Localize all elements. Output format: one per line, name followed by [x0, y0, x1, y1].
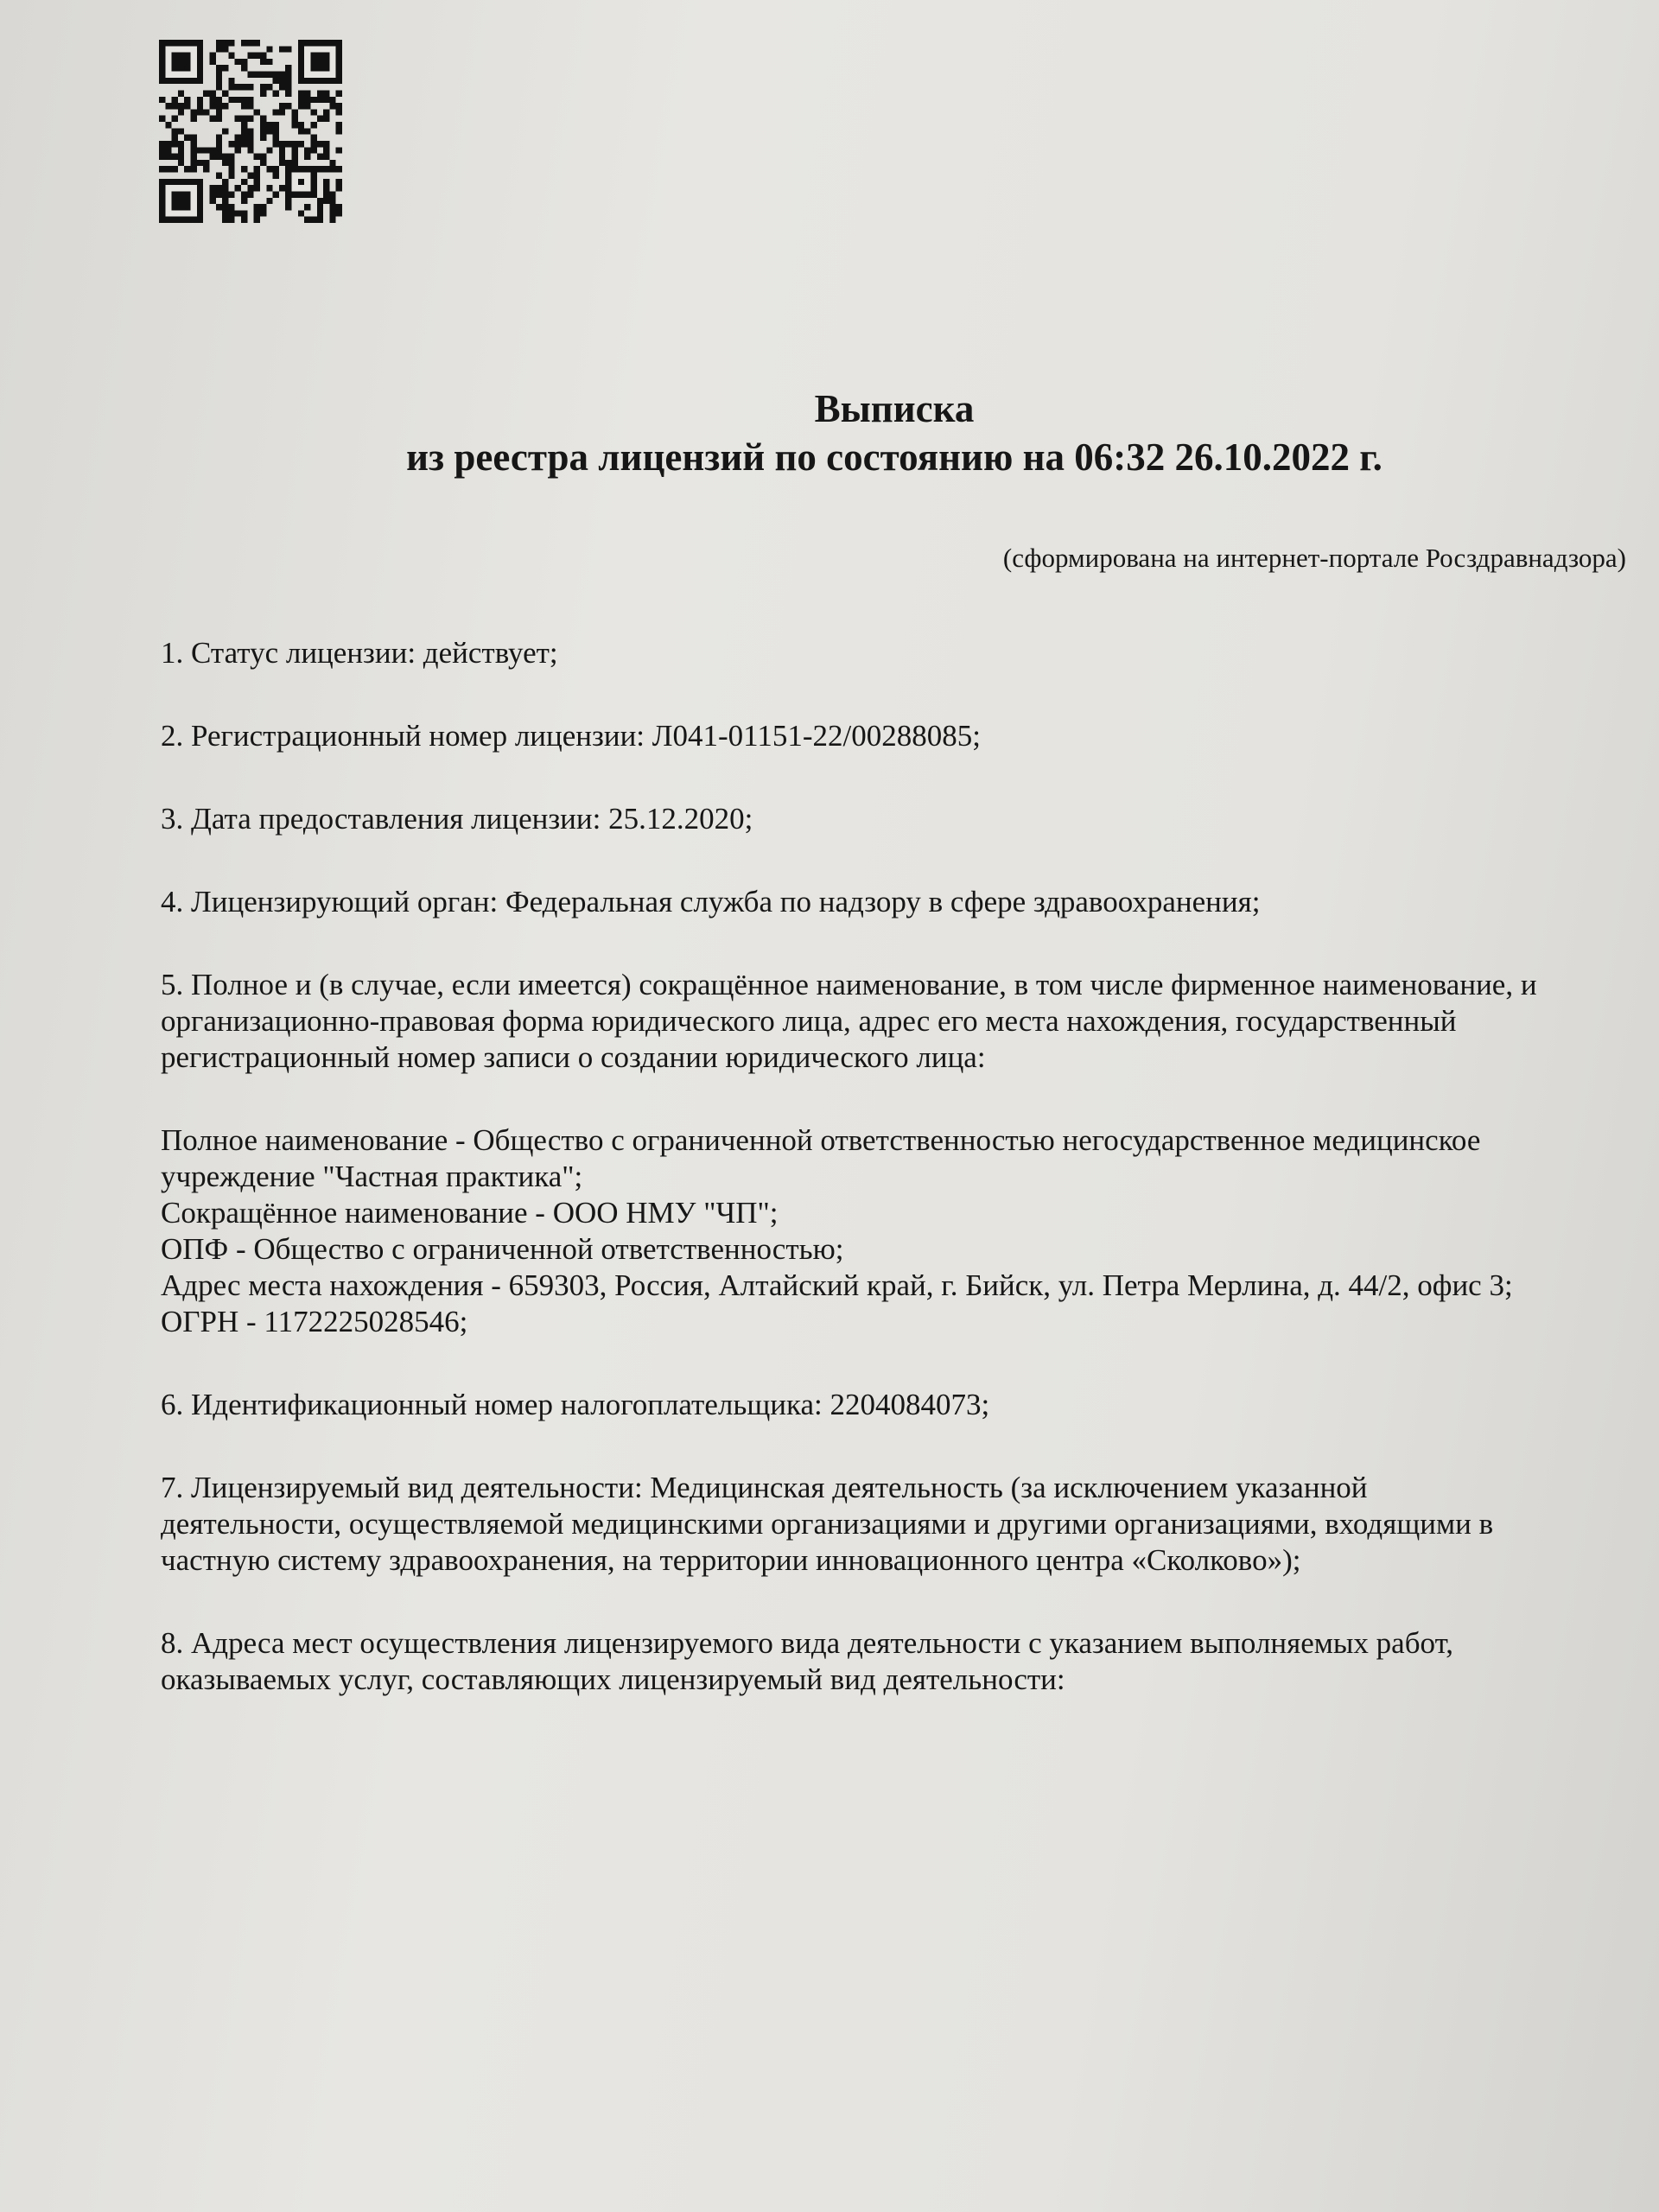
org-short-name: Сокращённое наименование - ООО НМУ "ЧП"; — [161, 1196, 779, 1230]
document-header — [0, 385, 1659, 481]
item-activity-addresses: 8. Адреса мест осуществления лицензируемого вида деятельности с указанием выполняемых работ, оказываемых услуг, составляющих лицензируемый вид деятельности: — [161, 1626, 1453, 1696]
item-licensing-authority: 4. Лицензирующий орган: Федеральная служба по надзору в сфере здравоохранения; — [161, 885, 1261, 918]
document-title: Выписка — [814, 387, 975, 430]
qr-code-icon — [159, 40, 342, 223]
document-body — [161, 635, 1543, 1745]
item-license-status: 1. Статус лицензии: действует; — [161, 636, 558, 670]
source-note: (сформирована на интернет-портале Росздравнадзора) — [1002, 543, 1626, 573]
item-activity-type: 7. Лицензируемый вид деятельности: Медицинская деятельность (за исключением указанной деятельности, осуществляемой медицинскими организациями и другими организациями, входящими в частную систему здравоохранения, на территории инновационного центра «Сколково»); — [161, 1471, 1494, 1577]
item-organization-heading: 5. Полное и (в случае, если имеется) сокращённое наименование, в том числе фирменное наименование, и организационно-правовая форма юридического лица, адрес его места нахождения, государственный регистрационный номер записи о создании юридического лица: — [161, 968, 1537, 1074]
item-inn: 6. Идентификационный номер налогоплательщика: 2204084073; — [161, 1388, 990, 1421]
organization-details — [161, 1122, 1543, 1340]
item-issue-date: 3. Дата предоставления лицензии: 25.12.2020; — [161, 802, 753, 836]
org-full-name: Полное наименование - Общество с ограниченной ответственностью негосударственное медицинское учреждение "Частная практика"; — [161, 1123, 1481, 1193]
org-opf: ОПФ - Общество с ограниченной ответственностью; — [161, 1232, 844, 1266]
org-ogrn: ОГРН - 1172225028546; — [161, 1305, 468, 1338]
item-registration-number: 2. Регистрационный номер лицензии: Л041-01151-22/00288085; — [161, 719, 981, 753]
org-address: Адрес места нахождения - 659303, Россия, Алтайский край, г. Бийск, ул. Петра Мерлина, д. 44/2, офис 3; — [161, 1268, 1513, 1302]
document-subtitle: из реестра лицензий по состоянию на 06:32 26.10.2022 г. — [406, 435, 1382, 479]
